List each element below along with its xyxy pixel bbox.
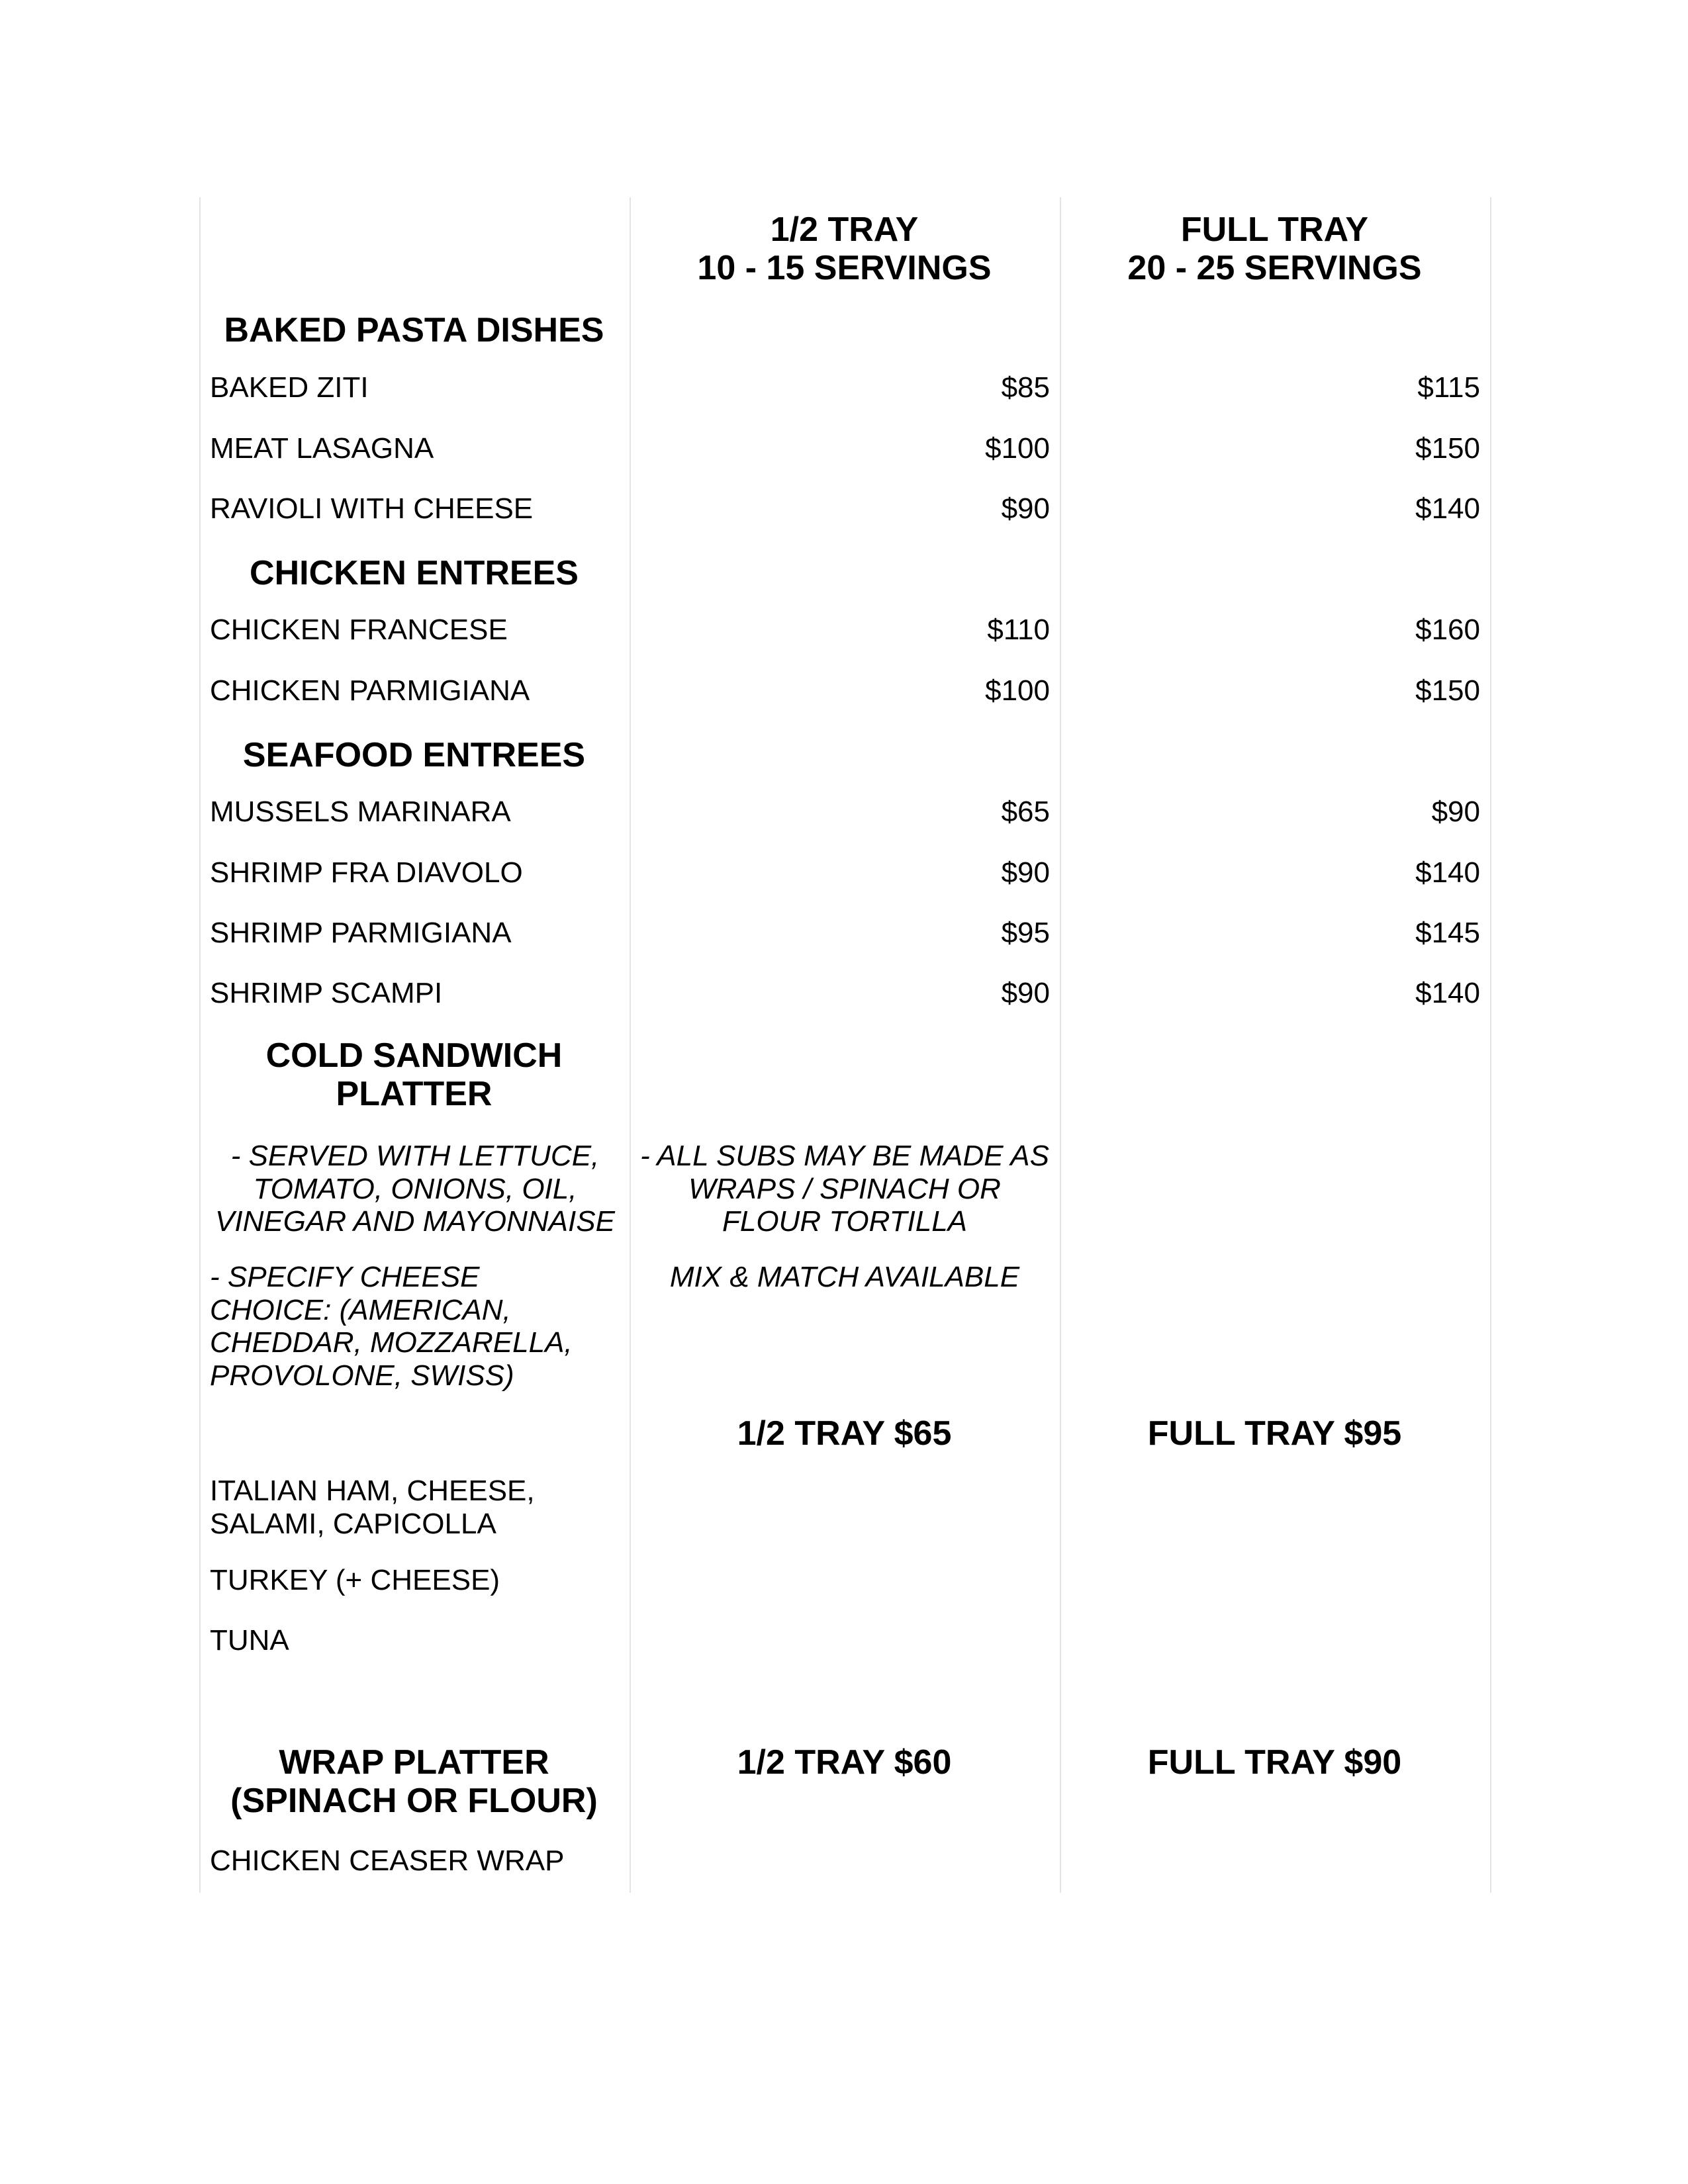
table-divider-1 [630,197,631,1893]
half-tray-price: $90 [1001,492,1050,525]
menu-item-name: CHICKEN CEASER WRAP [210,1844,565,1877]
note-cheese-choice: - SPECIFY CHEESE CHOICE: (AMERICAN, CHEDDAR, MOZZARELLA, PROVOLONE, SWISS) [210,1261,573,1392]
half-tray-price: $100 [985,432,1050,465]
half-tray-price: $90 [1001,856,1050,889]
wrap-platter-title-line2: (SPINACH OR FLOUR) [230,1782,598,1821]
menu-item-name: TURKEY (+ CHEESE) [210,1564,500,1596]
full-tray-price: $140 [1415,977,1480,1009]
full-tray-price: $145 [1415,917,1480,949]
note-subs-as-wraps: - ALL SUBS MAY BE MADE AS WRAPS / SPINACH OR FLOUR TORTILLA [640,1140,1049,1238]
menu-item-name: BAKED ZITI [210,371,369,404]
full-tray-price: $140 [1415,856,1480,889]
note-mix-and-match: MIX & MATCH AVAILABLE [669,1261,1020,1293]
menu-item-name: RAVIOLI WITH CHEESE [210,492,534,525]
cold-sandwich-half-tray-price: 1/2 TRAY $65 [737,1414,952,1453]
menu-item-name: CHICKEN FRANCESE [210,614,508,646]
wrap-platter-title-line1: WRAP PLATTER [279,1743,549,1782]
section-title-wrap-platter [200,1743,628,1820]
menu-item-name: SHRIMP SCAMPI [210,977,443,1009]
half-tray-price: $110 [987,614,1050,646]
section-title-baked-pasta: BAKED PASTA DISHES [224,311,604,349]
menu-item-name [210,1475,535,1540]
full-tray-header-line2: 20 - 25 SERVINGS [1127,249,1422,288]
half-tray-column-header [630,210,1058,287]
half-tray-price: $85 [1001,371,1050,404]
full-tray-column-header [1060,210,1489,287]
menu-item-name: MEAT LASAGNA [210,432,434,465]
menu-item-name-line1: ITALIAN HAM, CHEESE, [210,1475,535,1507]
table-divider-2 [1060,197,1061,1893]
section-title-chicken: CHICKEN ENTREES [250,554,579,592]
full-tray-price: $90 [1431,796,1480,828]
half-tray-price: $65 [1001,796,1050,828]
half-tray-header-line1: 1/2 TRAY [770,210,919,249]
half-tray-price: $90 [1001,977,1050,1009]
menu-item-name: SHRIMP PARMIGIANA [210,917,512,949]
section-title-seafood: SEAFOOD ENTREES [242,736,586,774]
half-tray-price: $95 [1001,917,1050,949]
menu-item-name-line2: SALAMI, CAPICOLLA [210,1507,496,1540]
half-tray-price: $100 [985,674,1050,707]
note-served-with: - SERVED WITH LETTUCE, TOMATO, ONIONS, OIL, VINEGAR AND MAYONNAISE [215,1140,615,1238]
table-divider-right [1490,197,1491,1893]
section-title-cold-sandwich [200,1036,628,1113]
half-tray-header-line2: 10 - 15 SERVINGS [697,249,992,288]
cold-sandwich-title-line1: COLD SANDWICH [265,1036,563,1075]
full-tray-price: $150 [1415,674,1480,707]
menu-item-name: CHICKEN PARMIGIANA [210,674,530,707]
menu-item-name: SHRIMP FRA DIAVOLO [210,856,523,889]
wrap-platter-full-tray-price: FULL TRAY $90 [1147,1743,1402,1782]
menu-item-name: TUNA [210,1624,289,1657]
cold-sandwich-full-tray-price: FULL TRAY $95 [1147,1414,1402,1453]
full-tray-price: $140 [1415,492,1480,525]
full-tray-price: $150 [1415,432,1480,465]
full-tray-price: $160 [1415,614,1480,646]
full-tray-header-line1: FULL TRAY [1180,210,1369,249]
menu-item-name: MUSSELS MARINARA [210,796,511,828]
wrap-platter-half-tray-price: 1/2 TRAY $60 [737,1743,952,1782]
full-tray-price: $115 [1417,371,1480,404]
cold-sandwich-title-line2: PLATTER [336,1075,492,1114]
